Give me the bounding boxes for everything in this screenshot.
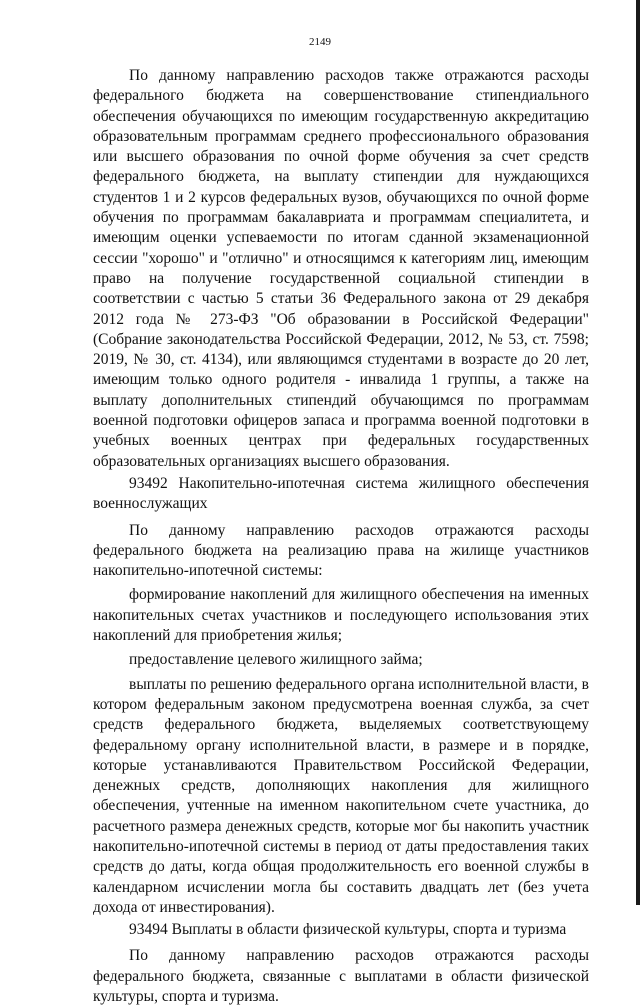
list-item-payments-decision: выплаты по решению федерального органа исполнительной власти, в котором федеральным законом предусмотрена военная служба, за счет средств федерального бюджета, выделяемых соответствующему федеральному органу исполнительной власти, в размере и в порядке, которые устанавливаются Правительством Российской Федерации, денежных средств, дополняющих накопления для жилищного обеспечения, учтенные на именном накопительном счете участника, до расчетного размера денежных средств, которые мог бы накопить участник накопительно-ипотечной системы в период от даты предоставления таких средств до даты, когда общая продолжительность его военной службы в календарном исчислении могла бы составить двадцать лет (без учета дохода от инвестирования). bbox=[93, 675, 589, 916]
list-item-savings-formation: формирование накоплений для жилищного обеспечения на именных накопительных счетах участников и последующего использования этих накоплений для приобретения жилья; bbox=[93, 586, 589, 645]
list-item-target-loan: предоставление целевого жилищного займа; bbox=[129, 651, 423, 669]
paragraph-scholarship-expenses: По данному направлению расходов также отражаются расходы федерального бюджета на совершенствование стипендиального обеспечения обучающихся по имеющим государственную аккредитацию образовательным программам среднего профессионального образования или высшего образования по очной форме обучения за счет средств федерального бюджета, на выплату стипендии для нуждающихся студентов 1 и 2 курсов федеральных вузов, обучающихся по очной форме обучения по программам бакалавриата и программам специалитета, и имеющим оценки успеваемости по итогам сданной экзаменационной сессии "хорошо" и "отлично" и относящимся к категориям лиц, имеющим право на получение государственной социальной стипендии в соответствии с частью 5 статьи 36 Федерального закона от 29 декабря 2012 года № 273-ФЗ "Об образовании в Российской Федерации" (Собрание законодательства Российской Федерации, 2012, № 53, ст. 7598; 2019, № 30, ст. 4134), или являющимся студентами в возрасте до 20 лет, имеющим только одного родителя - инвалида 1 группы, а также на выплату дополнительных стипендий обучающимся по программам военной подготовки офицеров запаса и программа военной подготовки в учебных военных центрах при федеральных государственных образовательных организациях высшего образования. bbox=[93, 67, 589, 470]
document-body bbox=[93, 66, 589, 1007]
paragraph-sport-expenses: По данному направлению расходов отражаются расходы федерального бюджета, связанные с выплатами в области физической культуры, спорта и туризма. bbox=[93, 947, 589, 1006]
page-number: 2149 bbox=[309, 36, 331, 48]
paragraph-housing-expenses: По данному направлению расходов отражаются расходы федерального бюджета на реализацию права на жилище участников накопительно-ипотечной системы: bbox=[93, 521, 589, 580]
section-heading-93494: 93494 Выплаты в области физической культуры, спорта и туризма bbox=[129, 921, 567, 939]
section-heading-93492: 93492 Накопительно-ипотечная система жилищного обеспечения военнослужащих bbox=[93, 474, 589, 513]
